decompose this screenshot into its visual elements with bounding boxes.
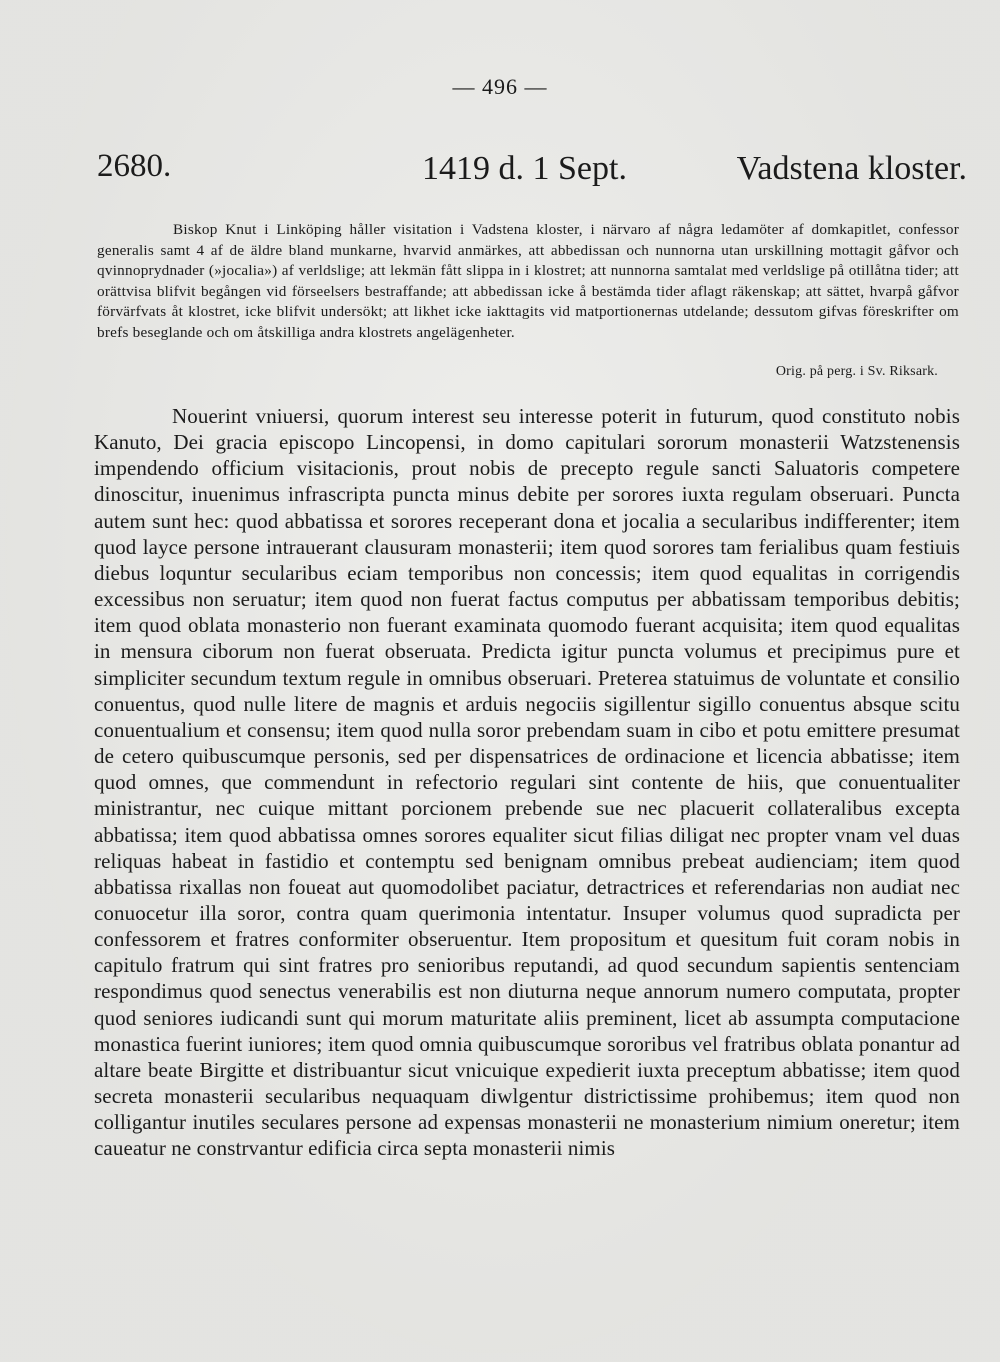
document-place: Vadstena kloster. [736, 150, 967, 187]
document-heading [97, 148, 967, 192]
latin-charter-text: Nouerint vniuersi, quorum interest seu interesse poterit in futurum, quod constituto nobis Kanuto, Dei gracia episcopo Lincopensi, in domo capitulari sororum monasterii Watzstenensis impendendo officium visitacionis, prout nobis de precepto regule sancti Saluatoris competere dinoscitur, inuenimus infrascripta puncta minus debite per sorores iuxta regulam obseruari. Puncta autem sunt hec: quod abbatissa et sorores receperant dona et jocalia a secularibus indifferenter; item quod layce persone intrauerant clausuram monasterii; item quod sorores tam ferialibus quam festiuis diebus loquntur secularibus eciam temporibus non concessis; item quod equalitas in corrigendis excessibus non seruatur; item quod non fuerat factus computus per abbatissam temporibus debitis; item quod oblata monasterio non fuerant examinata quomodo fuerant acquisita; item quod equalitas in mensura ciborum non fuerat obseruata. Predicta igitur puncta volumus et precipimus pure et simpliciter secundum textum regule in omnibus obseruari. Preterea statuimus de voluntate et consilio conuentus, quod nulle litere de magnis et arduis negociis sigillentur sigillo conuentus absque scitu conuentualium et consensu; item quod nulla soror prebendam suam in cibo et potu emittere presumat de cetero quibuscumque personis, sed per dispensatrices de ordinacione et licencia abbatisse; item quod omnes, que commendunt in refectorio regulari sint contente de hiis, que conuentualiter ministrantur, nec cuique mittant porcionem prebende sue nec placuerit collateralibus excepta abbatissa; item quod abbatissa omnes sorores equaliter sicut filias diligat nec propter vnam vel duas reliquas habeat in fastidio et contemptu sed benignam omnibus prebeat audienciam; item quod abbatissa rixallas non foueat aut quomodolibet paciatur, detractrices et referendarias non audiat nec conuocetur illa soror, contra quam querimonia intentatur. Insuper volumus quod supradicta per confessorem et fratres conformiter obseruentur. Item propositum et quesitum fuit coram nobis in capitulo fratrum qui sint fratres pro senioribus reputandi, ad quod secundum sapientis sentenciam respondimus quod senectus venerabilis est non diuturna neque annorum numero computata, propter quod seniores iudicandi sunt qui morum maturitate aliis preminent, licet ab assumpta computacione monastica fuerint iuniores; item quod omnia quibuscumque sororibus vel fratribus oblata ponantur ad altare beate Birgitte et distribuantur sicut vnicuique expedierit iuxta preceptum abbatisse; item quod secreta monasterii secularibus nequaquam diwlgentur districtissime prohibemus; item quod non colligantur inutiles seculares persone ad expensas monasterii ne monasterium nimium oneretur; item caueatur ne constrvantur edificia circa septa monasterii nimis [94, 404, 960, 1161]
source-note: Orig. på perg. i Sv. Riksark. [775, 364, 938, 379]
document-number: 2680. [97, 148, 172, 184]
page-number: — 496 — [452, 74, 548, 99]
document-date: 1419 d. 1 Sept. [422, 150, 627, 187]
swedish-summary: Biskop Knut i Linköping håller visitation i Vadstena kloster, i närvaro af några ledamöter af domkapitlet, confessor generalis samt 4 af de äldre bland munkarne, hvarvid anmärkes, att abbedissan och nunnorna utan urskillning mottagit gåfvor och qvinnoprydnader (»jocalia») af verldslige; att lekmän fått slippa in i klostret; att nunnorna samtalat med verldslige på otillåtna tider; att orättvisa blifvit begången vid förseelsers bestraffande; att abbedissan icke å bestämda tider aflagt räkenskap; att sättet, hvarpå gåfvor förvärfvats åt klostret, icke blifvit undersökt; att likhet icke iakttagits vid matportionernas utdelande; dessutom gifvas föreskrifter om brefs beseglande och om åtskilliga andra klostrets angelägenheter. [97, 221, 959, 341]
